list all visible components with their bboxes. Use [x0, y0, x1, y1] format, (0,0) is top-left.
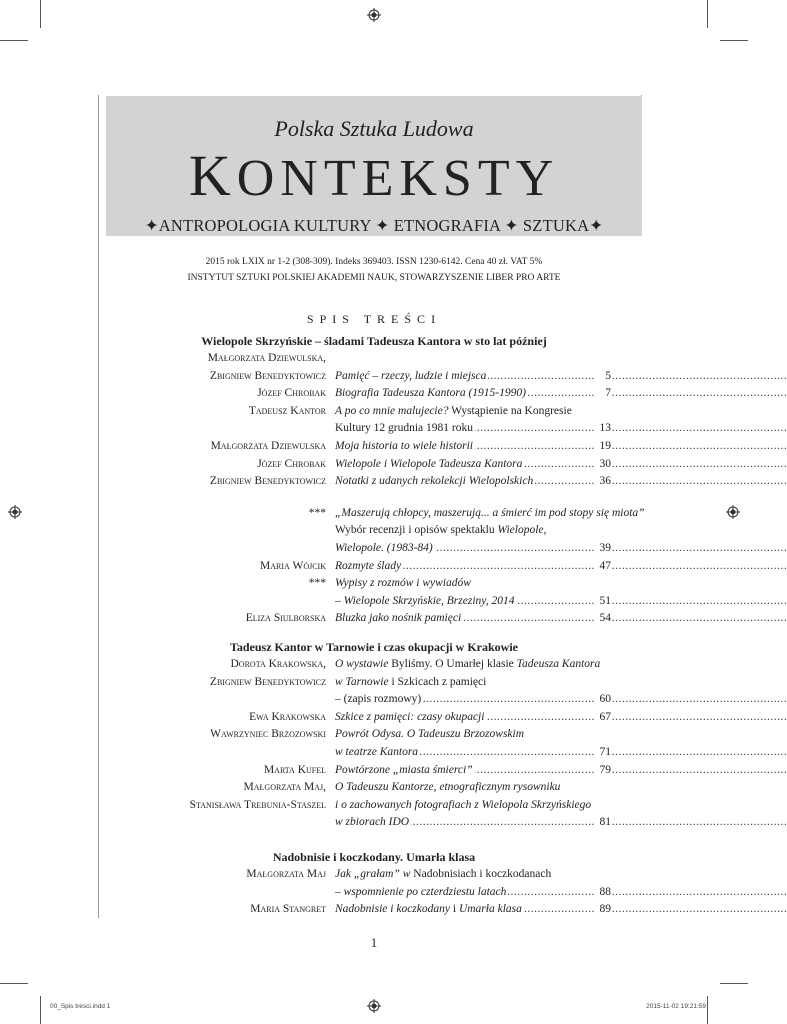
toc-entry-title: A po co mnie malujecie? Wystąpienie na Kongresie: [335, 404, 572, 417]
toc-row: [0, 746, 748, 764]
toc-entry[interactable]: [335, 764, 610, 776]
toc-entry-title: Wielopole i Wielopole Tadeusza Kantora: [335, 457, 523, 470]
crop-mark: [40, 996, 41, 1024]
toc-author: Stanisława Trebunia-Staszel: [189, 798, 326, 811]
toc-row: [0, 799, 748, 817]
toc-author: Małgorzata Dziewulska: [210, 440, 326, 452]
toc-entry-title: Biografia Tadeusza Kantora (1915-1990): [335, 387, 526, 400]
toc-page-number: 81: [595, 816, 611, 828]
toc-entry[interactable]: [335, 676, 610, 688]
toc-row: [0, 387, 748, 405]
toc-page-number: 71: [595, 746, 611, 758]
toc-entry-title: „Maszerują chłopcy, maszerują... a śmierć im pod stopy się miota”: [335, 506, 645, 519]
title-initial: K: [188, 143, 237, 208]
toc-author: Maria Stangret: [250, 903, 326, 916]
toc-row: [0, 507, 748, 525]
toc-row: [0, 405, 748, 423]
toc-entry[interactable]: [335, 524, 610, 536]
toc-page-number: 19: [595, 440, 611, 452]
toc-author: Eliza Siulborska: [245, 612, 326, 625]
toc-page-number: 30: [595, 458, 611, 470]
toc-author: Maria Wójcik: [260, 559, 326, 572]
toc-entry-title: Rozmyte ślady: [335, 559, 402, 572]
toc-entry[interactable]: [335, 746, 610, 758]
toc-row: [0, 886, 748, 904]
toc-entry-title: w teatrze Kantora: [335, 746, 419, 758]
toc-row: [0, 868, 748, 886]
crop-mark: [720, 983, 748, 984]
toc-entry[interactable]: [335, 542, 610, 554]
toc-author: Józef Chrobak: [257, 387, 326, 400]
toc-page-number: 13: [595, 422, 611, 434]
toc-entry-title: Bluzka jako nośnik pamięci: [335, 612, 462, 625]
crop-mark: [0, 40, 28, 41]
page-number: 1: [370, 935, 378, 950]
toc-row: [0, 816, 748, 834]
masthead-subtitle: Polska Sztuka Ludowa: [274, 116, 474, 141]
toc-entry[interactable]: [335, 693, 610, 705]
toc-author: Dorota Krakowska,: [230, 658, 326, 670]
toc-row: [0, 370, 748, 388]
toc-row: [0, 728, 748, 746]
toc-entry-title: O Tadeuszu Kantorze, etnograficznym rysowniku: [335, 781, 561, 794]
toc-row: [0, 676, 748, 694]
toc-author: Małgorzata Maj: [246, 868, 326, 880]
toc-row: [0, 781, 748, 799]
toc-entry[interactable]: [335, 612, 610, 624]
toc-page-number: 51: [595, 595, 611, 607]
toc-author: ***: [308, 506, 326, 519]
toc-page-number: 67: [595, 711, 611, 723]
toc-entry[interactable]: [335, 370, 610, 382]
toc-entry[interactable]: [335, 711, 610, 723]
toc-author: Zbigniew Benedyktowicz: [209, 675, 326, 688]
masthead-tagline: ✦ANTROPOLOGIA KULTURY ✦ ETNOGRAFIA ✦ SZTUKA✦: [144, 216, 604, 235]
toc-entry-title: Nadobnisie i koczkodany i Umarła klasa: [335, 903, 522, 916]
toc-entry-title: w Tarnowie i Szkicach z pamięci: [335, 675, 487, 688]
toc-page-number: 7: [595, 387, 611, 399]
toc-entry[interactable]: [335, 352, 610, 364]
toc-entry[interactable]: [335, 728, 610, 740]
toc-entry-title: – Wielopole Skrzyńskie, Brzeziny, 2014: [335, 594, 515, 607]
toc-entry[interactable]: [335, 816, 610, 828]
toc-entry-title: Kultury 12 grudnia 1981 roku: [335, 422, 473, 435]
toc-author: Józef Chrobak: [257, 457, 326, 470]
toc-entry[interactable]: [335, 405, 610, 417]
toc-page-number: 47: [595, 560, 611, 572]
publisher-info: INSTYTUT SZTUKI POLSKIEJ AKADEMII NAUK, STOWARZYSZENIE LIBER PRO ARTE: [187, 273, 561, 283]
toc-author: Marta Kufel: [263, 763, 326, 776]
toc-page-number: 36: [595, 475, 611, 487]
crop-mark: [707, 0, 708, 28]
toc-row: [0, 658, 748, 676]
toc-entry[interactable]: [335, 506, 645, 519]
toc-author: Zbigniew Benedyktowicz: [209, 475, 326, 488]
toc-entry-title: Pamięć – rzeczy, ludzie i miejsca: [335, 369, 487, 382]
toc-row: [0, 764, 748, 782]
toc-entry[interactable]: [335, 658, 610, 670]
crop-mark: [0, 983, 28, 984]
toc-author: Małgorzata Maj,: [243, 781, 326, 794]
toc-entry[interactable]: [335, 458, 610, 470]
toc-row: [0, 612, 748, 630]
toc-entry-title: Wypisy z rozmów i wywiadów: [335, 577, 471, 590]
toc-page-number: 89: [595, 903, 611, 915]
toc-row: [0, 711, 748, 729]
toc-entry-title: – wspomnienie po czterdziestu latach: [335, 885, 507, 898]
toc-entry[interactable]: [335, 903, 610, 915]
toc-page-number: 88: [595, 886, 611, 898]
toc-entry[interactable]: [335, 781, 610, 793]
toc-entry-title: Wielopole. (1983-84): [335, 542, 433, 554]
toc-row: [0, 577, 748, 595]
toc-entry-title: Szkice z pamięci: czasy okupacji: [335, 710, 485, 723]
toc-heading: SPIS TREŚCI: [306, 312, 442, 326]
toc-page-number: 39: [595, 542, 611, 554]
toc-entry-title: w zbiorach IDO: [335, 816, 410, 829]
toc-page-number: 60: [595, 693, 611, 705]
registration-mark-icon: [367, 8, 381, 22]
toc-row: [0, 352, 748, 370]
toc-section-title: Wielopole Skrzyńskie – śladami Tadeusza Kantora w sto lat później: [201, 334, 547, 348]
toc-section-title: Tadeusz Kantor w Tarnowie i czas okupacji w Krakowie: [229, 640, 519, 654]
toc-row: [0, 595, 748, 613]
slug-right: 2015-11-02 19:21:59: [646, 1003, 706, 1010]
toc-entry[interactable]: [335, 799, 610, 811]
registration-mark-icon: [367, 999, 381, 1013]
toc-entry[interactable]: [335, 475, 610, 487]
crop-mark: [40, 0, 41, 28]
toc-page-number: 79: [595, 764, 611, 776]
slug-left: 00_Spis tresci.indd 1: [50, 1003, 111, 1010]
toc-row: [0, 542, 748, 560]
toc-row: [0, 422, 748, 440]
toc-row: [0, 458, 748, 476]
toc-row: [0, 475, 748, 493]
toc-entry[interactable]: [335, 577, 610, 589]
toc-entry-title: Jak „grałam” w Nadobnisiach i koczkodanach: [335, 868, 552, 880]
crop-mark: [720, 40, 748, 41]
toc-entry[interactable]: [335, 868, 610, 880]
title-rest: ONTEKSTY: [236, 150, 560, 207]
toc-entry-title: – (zapis rozmowy): [335, 693, 422, 706]
crop-mark: [707, 996, 708, 1024]
masthead: [106, 96, 642, 236]
toc-row: [0, 903, 748, 921]
toc-entry-title: Moja historia to wiele historii: [335, 440, 474, 452]
toc-author: Wawrzyniec Brzozowski: [210, 728, 326, 741]
toc-author: Tadeusz Kantor: [248, 404, 326, 417]
toc-entry-title: Powtórzone „miasta śmierci”: [335, 763, 473, 776]
toc-entry[interactable]: [335, 440, 610, 452]
toc-entry[interactable]: [335, 422, 610, 434]
toc-author: ***: [308, 577, 326, 590]
toc-row: [0, 693, 748, 711]
toc-page-number: 54: [595, 612, 611, 624]
toc-entry-title: Wybór recenzji i opisów spektaklu Wielopole,: [335, 524, 547, 537]
toc-author: Małgorzata Dziewulska,: [207, 352, 326, 364]
toc-entry[interactable]: [335, 595, 610, 607]
toc-entry[interactable]: [335, 387, 610, 399]
toc-author: Zbigniew Benedyktowicz: [209, 369, 326, 382]
toc-row: [0, 560, 748, 578]
toc-row: [0, 440, 748, 458]
toc-entry-title: i o zachowanych fotografiach z Wielopola Skrzyńskiego: [335, 798, 592, 811]
toc-entry-title: Powrót Odysa. O Tadeuszu Brzozowskim: [335, 728, 525, 741]
toc-entry-title: Notatki z udanych rekolekcji Wielopolskich: [335, 475, 534, 488]
toc-entry[interactable]: [335, 886, 610, 898]
issue-info: 2015 rok LXIX nr 1-2 (308-309). Indeks 369403. ISSN 1230-6142. Cena 40 zł. VAT 5%: [205, 257, 543, 267]
toc-author: Ewa Krakowska: [249, 710, 326, 723]
toc-row: [0, 524, 748, 542]
masthead-title: [106, 142, 642, 209]
toc-section-title: Nadobnisie i koczkodany. Umarła klasa: [272, 850, 476, 864]
toc-entry[interactable]: [335, 560, 610, 572]
toc-entry-title: O wystawie Byliśmy. O Umarłej klasie Tadeusza Kantora: [335, 658, 601, 670]
toc-page-number: 5: [595, 370, 611, 382]
toc-entry-title: [335, 352, 337, 364]
